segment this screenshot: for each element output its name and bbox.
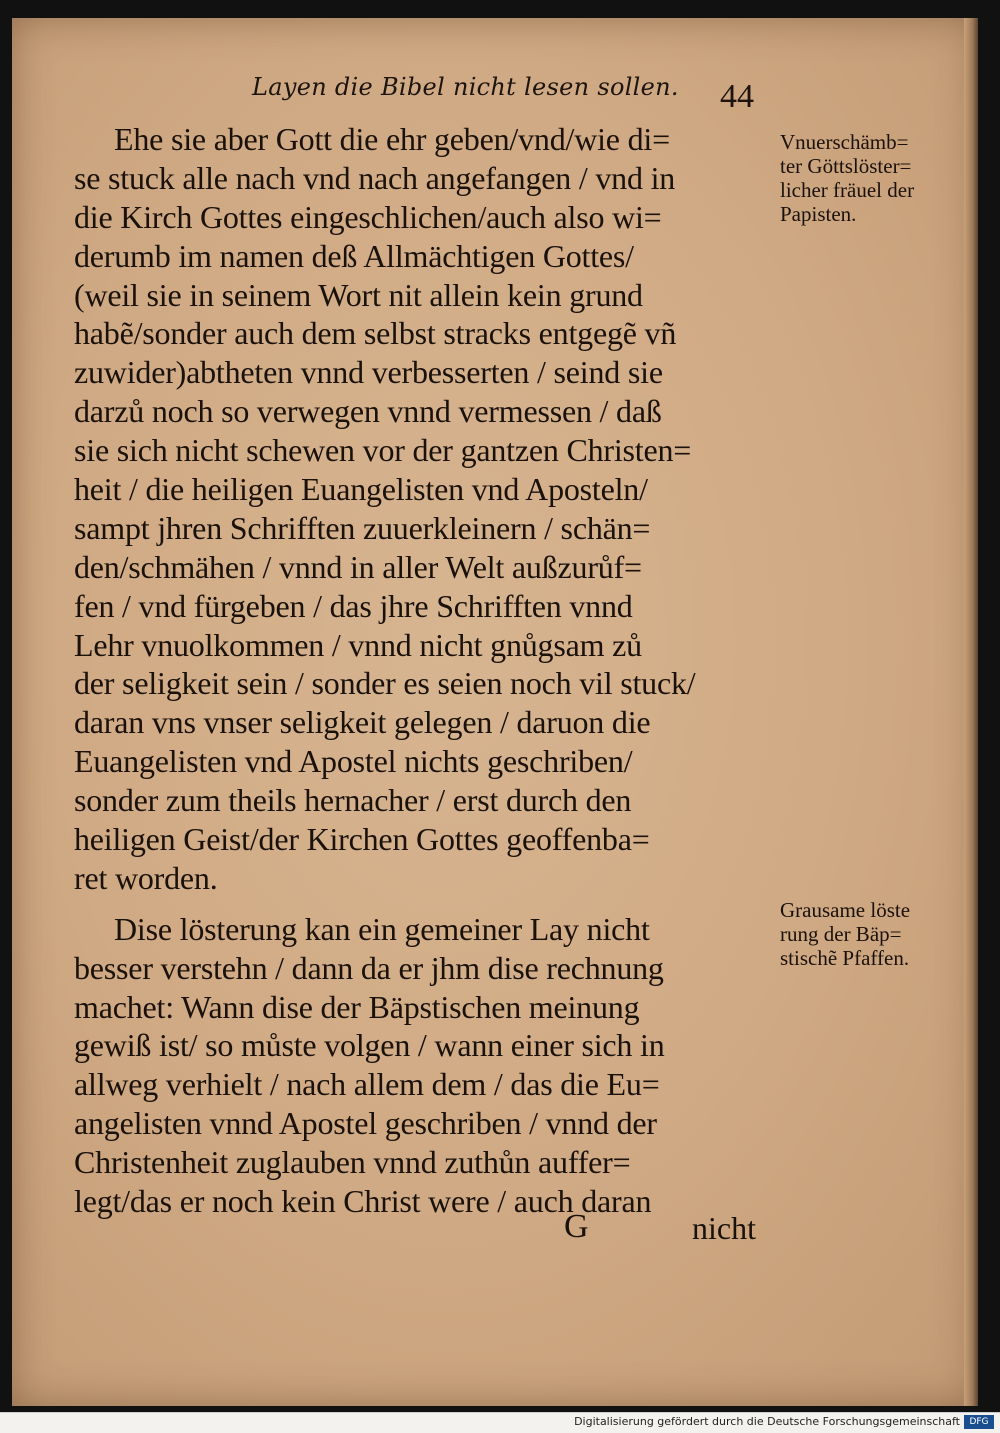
- text-line: die Kirch Gottes eingeschlichen/auch also wi=: [74, 198, 662, 235]
- dfg-logo: DFG: [964, 1415, 994, 1429]
- paragraph-gap: [74, 898, 774, 910]
- marginal-note-line: Papisten.: [780, 202, 857, 226]
- text-line: Christenheit zuglauben vnnd zuthůn auffer=: [74, 1144, 631, 1181]
- marginal-note-line: Vnuerschämb=: [780, 130, 909, 154]
- text-line: der seligkeit sein / sonder es seien noch vil stuck/: [74, 665, 696, 702]
- folio-number: 44: [720, 78, 754, 115]
- marginal-note-line: Grausame löste: [780, 898, 911, 922]
- footer-bar: [0, 1412, 1000, 1433]
- text-line: legt/das er noch kein Christ were / auch daran: [74, 1183, 652, 1220]
- text-line: angelisten vnnd Apostel geschriben / vnnd der: [74, 1105, 657, 1142]
- paragraph-1: [74, 120, 774, 898]
- text-line: darzů noch so verwegen vnnd vermessen / daß: [74, 393, 662, 430]
- marginal-note-2: [780, 898, 960, 970]
- text-line: allweg verhielt / nach allem dem / das die Eu=: [74, 1066, 660, 1103]
- text-line: heit / die heiligen Euangelisten vnd Aposteln/: [74, 471, 648, 508]
- text-line: heiligen Geist/der Kirchen Gottes geoffenba=: [74, 821, 650, 858]
- main-text-block: [74, 120, 774, 1221]
- text-line: fen / vnd fürgeben / das jhre Schrifften vnnd: [74, 587, 633, 624]
- book-page: [12, 18, 978, 1406]
- text-line: gewiß ist/ so můste volgen / wann einer sich in: [74, 1027, 665, 1064]
- marginal-note-line: stischẽ Pfaffen.: [780, 946, 910, 970]
- text-line: den/schmähen / vnnd in aller Welt außzurůf=: [74, 548, 642, 585]
- text-line: se stuck alle nach vnd nach angefangen / vnd in: [74, 159, 676, 196]
- marginal-note-line: licher fräuel der: [780, 178, 915, 202]
- text-line: derumb im namen deß Allmächtigen Gottes/: [74, 237, 634, 274]
- text-line: zuwider)abtheten vnnd verbesserten / seind sie: [74, 354, 663, 391]
- text-line: (weil sie in seinem Wort nit allein kein grund: [74, 276, 643, 313]
- text-line: ret worden.: [74, 859, 218, 896]
- text-line: Dise lösterung kan ein gemeiner Lay nicht: [114, 910, 650, 947]
- text-line: Lehr vnuolkommen / vnnd nicht gnůgsam zů: [74, 626, 642, 663]
- text-line: daran vns vnser seligkeit gelegen / daruon die: [74, 704, 651, 741]
- catchword: nicht: [692, 1210, 756, 1246]
- marginal-note-line: rung der Bäp=: [780, 922, 902, 946]
- signature-mark: G: [564, 1208, 589, 1245]
- running-title: Layen die Bibel nicht lesen sollen.: [252, 73, 679, 101]
- marginal-note-1: [780, 130, 960, 226]
- text-line: sonder zum theils hernacher / erst durch den: [74, 782, 632, 819]
- page-gutter: [964, 18, 978, 1406]
- text-line: Euangelisten vnd Apostel nichts geschriben/: [74, 743, 633, 780]
- text-line: Ehe sie aber Gott die ehr geben/vnd/wie di=: [114, 121, 670, 157]
- text-line: besser verstehn / dann da er jhm dise rechnung: [74, 949, 664, 986]
- funding-credit: Digitalisierung gefördert durch die Deutsche Forschungsgemeinschaft: [574, 1415, 960, 1428]
- text-line: sie sich nicht schewen vor der gantzen Christen=: [74, 432, 692, 469]
- marginal-note-line: ter Göttslöster=: [780, 154, 912, 178]
- text-line: sampt jhren Schrifften zuuerkleinern / schän=: [74, 509, 651, 546]
- text-line: machet: Wann dise der Bäpstischen meinung: [74, 988, 640, 1025]
- paragraph-2: [74, 910, 774, 1221]
- text-line: habẽ/sonder auch dem selbst stracks entgegẽ vñ: [74, 315, 677, 352]
